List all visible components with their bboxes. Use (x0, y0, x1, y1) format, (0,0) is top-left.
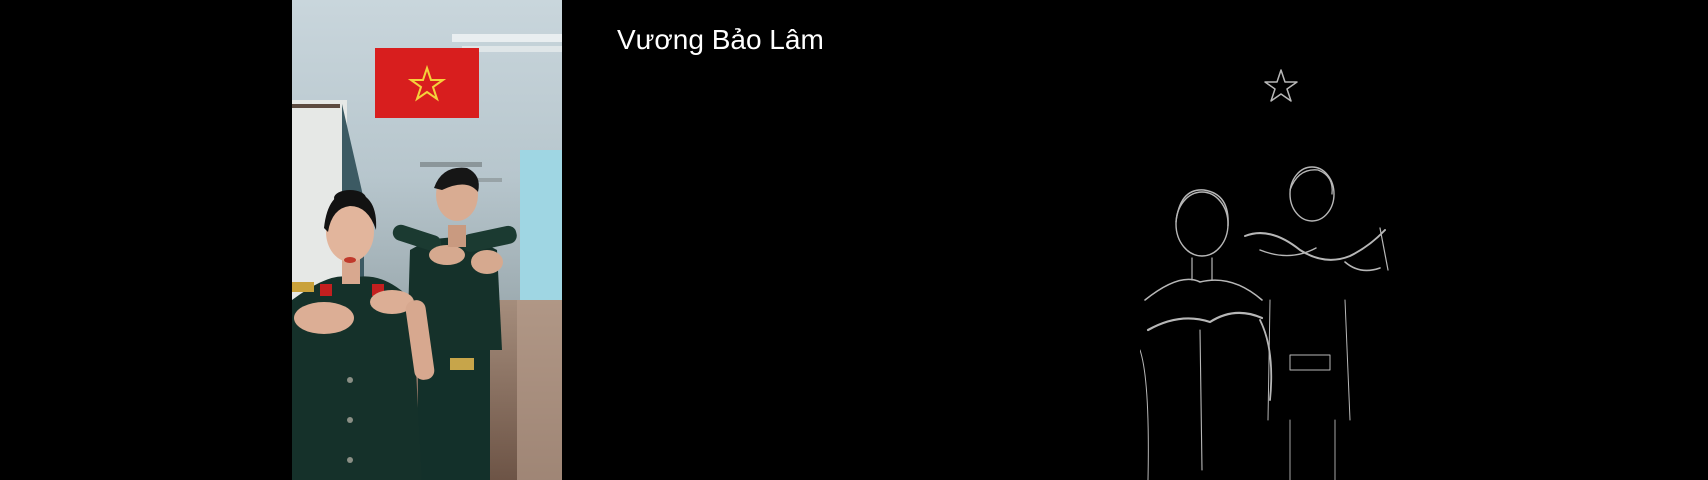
star-outline (1265, 70, 1297, 101)
vietnam-flag (375, 48, 479, 118)
edge-video-panel (1140, 0, 1440, 480)
dancers-color-image (292, 0, 562, 480)
video-title: Vương Bảo Lâm (617, 24, 824, 55)
dancers-edge-image (1140, 0, 1440, 480)
color-video-panel (292, 0, 562, 480)
